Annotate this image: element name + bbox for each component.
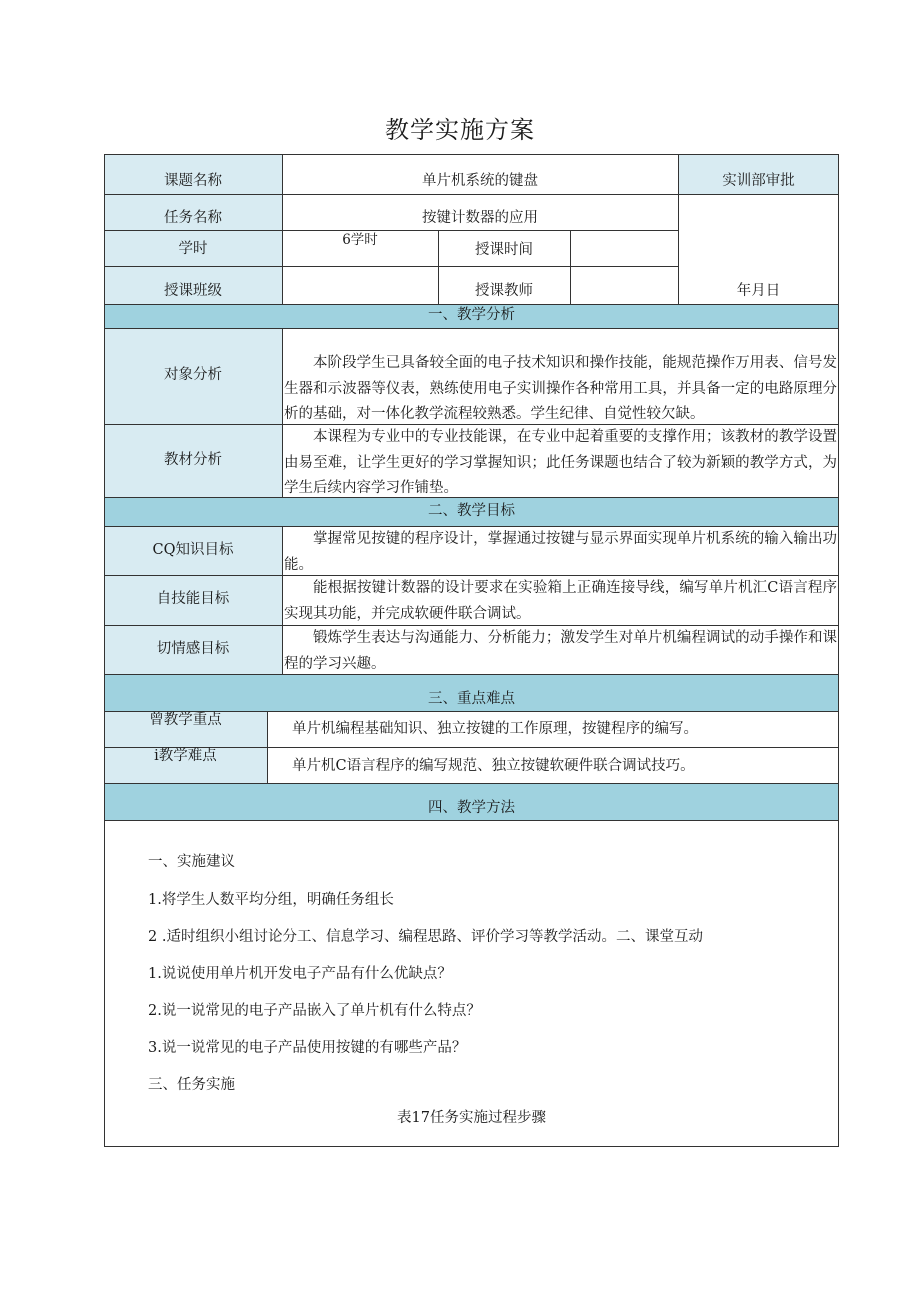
class-time-label: 授课时间 <box>475 242 533 259</box>
class-value <box>282 280 438 304</box>
knowledge-objective-label: CQ知识目标 <box>152 541 234 558</box>
object-analysis-label: 对象分析 <box>164 367 222 384</box>
teaching-key-label: 曾教学重点 <box>149 712 222 728</box>
material-analysis-label: 教材分析 <box>164 451 222 468</box>
hours-value: 6学时 <box>342 231 378 248</box>
table-border <box>104 783 839 784</box>
task-name-value: 按键计数器的应用 <box>422 210 538 227</box>
table-border <box>104 1146 839 1147</box>
teaching-difficulty-text: 单片机C语言程序的编写规范、独立按键软硬件联合调试技巧。 <box>292 758 695 774</box>
emotion-objective-text: 锻炼学生表达与沟通能力、分析能力；激发学生对单片机编程调试的动手操作和课程的学习兴趣。 <box>284 630 837 672</box>
hours-label: 学时 <box>178 241 208 258</box>
teacher-value <box>570 280 678 304</box>
method-line: 2 .适时组织小组讨论分工、信息学习、编程思路、评价学习等教学活动。二、课堂互动 <box>148 929 703 945</box>
table-border <box>104 154 839 155</box>
table-border <box>282 328 283 497</box>
table-caption: 表17任务实施过程步骤 <box>397 1110 546 1126</box>
knowledge-objective-text: 掌握常见按键的程序设计，掌握通过按键与显示界面实现单片机系统的输入输出功能。 <box>284 531 837 573</box>
class-time-value <box>570 240 678 262</box>
method-line: 1.说说使用单片机开发电子产品有什么优缺点？ <box>148 966 452 982</box>
table-border <box>104 266 678 267</box>
object-analysis-text: 本阶段学生已具备较全面的电子技术知识和操作技能，能规范操作万用表、信号发生器和示波器等仪表，熟练使用电子实训操作各种常用工具，并具备一定的电路原理分析的基础，对一体化教学流程较熟悉。学生纪律、自觉性较欠缺。 <box>284 355 837 422</box>
section-title-objectives: 二、教学目标 <box>428 502 515 519</box>
method-line: 三、任务实施 <box>148 1077 235 1093</box>
course-name-label: 课题名称 <box>164 173 222 190</box>
task-name-label: 任务名称 <box>164 210 222 227</box>
document-title: 教学实施方案 <box>385 116 535 144</box>
table-border <box>282 526 283 674</box>
section-title-analysis: 一、教学分析 <box>428 307 515 324</box>
material-analysis-text: 本课程为专业中的专业技能课，在专业中起着重要的支撑作用；该教材的教学设置由易至难，让学生更好的学习掌握知识；此任务课题也结合了较为新颖的教学方式，为学生后续内容学习作铺垫。 <box>284 429 837 496</box>
method-line: 1.将学生人数平均分组，明确任务组长 <box>148 892 394 908</box>
class-label: 授课班级 <box>164 283 222 300</box>
section-title-keypoints: 三、重点难点 <box>428 690 515 707</box>
method-line: 3.说一说常见的电子产品使用按键的有哪些产品？ <box>148 1040 467 1056</box>
emotion-objective-label: 切情感目标 <box>156 640 230 657</box>
table-border <box>104 820 839 821</box>
teaching-difficulty-label: i教学难点 <box>154 748 217 764</box>
table-border <box>104 194 839 195</box>
teacher-label: 授课教师 <box>475 283 533 300</box>
course-name-value: 单片机系统的键盘 <box>422 173 538 190</box>
method-line: 一、实施建议 <box>148 854 235 870</box>
skill-objective-label: 自技能目标 <box>156 591 230 608</box>
method-line: 2.说一说常见的电子产品嵌入了单片机有什么特点？ <box>148 1003 481 1019</box>
skill-objective-text: 能根据按键计数器的设计要求在实验箱上正确连接导线，编写单片机汇C语言程序实现其功能，并完成软硬件联合调试。 <box>284 580 837 622</box>
teaching-plan-table <box>104 154 839 1147</box>
approval-date: 年月日 <box>736 283 781 300</box>
approval-label: 实训部审批 <box>722 173 795 190</box>
teaching-key-text: 单片机编程基础知识、独立按键的工作原理，按键程序的编写。 <box>292 721 698 737</box>
section-title-methods: 四、教学方法 <box>428 799 515 816</box>
